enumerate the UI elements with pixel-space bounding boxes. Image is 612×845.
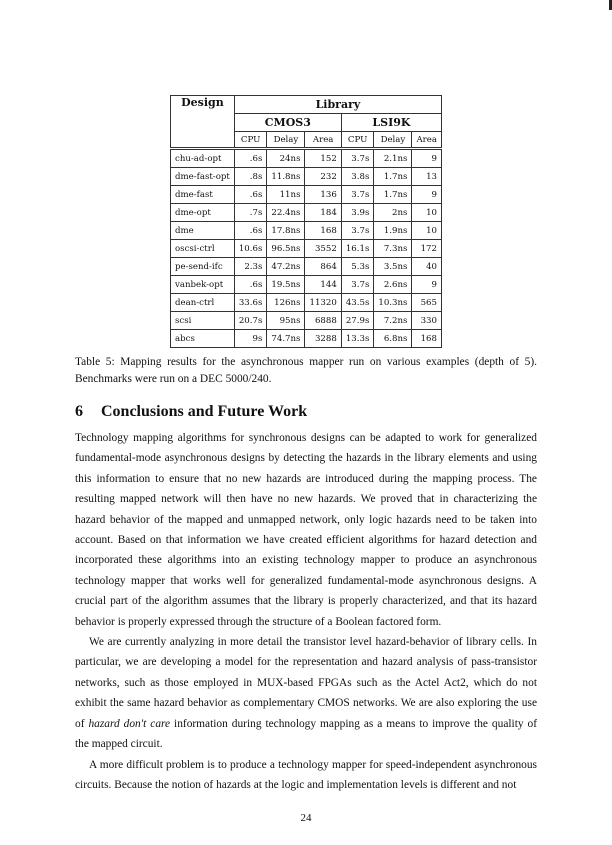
value-cell: 11320 (305, 294, 341, 312)
design-cell: dean-ctrl (171, 294, 235, 312)
table-row (171, 330, 442, 348)
value-cell: 3.7s (341, 186, 374, 204)
column-header: Area (305, 132, 341, 149)
design-cell: dme-fast (171, 186, 235, 204)
value-cell: 864 (305, 258, 341, 276)
column-header: Delay (267, 132, 305, 149)
value-cell: 9 (412, 186, 442, 204)
value-cell: 330 (412, 312, 442, 330)
value-cell: 11ns (267, 186, 305, 204)
table-row (171, 258, 442, 276)
value-cell: .6s (234, 149, 267, 168)
column-header: CPU (341, 132, 374, 149)
value-cell: 3.5ns (374, 258, 412, 276)
paragraph (75, 632, 537, 754)
cmos3-header: CMOS3 (234, 114, 341, 132)
paragraph-text: We are currently analyzing in more detail the transistor level hazard-behavior of library cells. In particular, we are developing a model for the representation and hazard analysis of pass-transistor networks, such as those employed in MUX-based FPGAs such as the Actel Act2, which do not exhibit the same hazard behavior as complementary CMOS networks. We are also exploring the use of (75, 636, 537, 730)
value-cell: 96.5ns (267, 240, 305, 258)
emphasis: hazard don't care (88, 717, 171, 730)
value-cell: 6.8ns (374, 330, 412, 348)
lsi9k-header: LSI9K (341, 114, 441, 132)
column-header: Delay (374, 132, 412, 149)
page-number: 24 (300, 812, 312, 825)
table-row (171, 312, 442, 330)
value-cell: 11.8ns (267, 168, 305, 186)
value-cell: 19.5ns (267, 276, 305, 294)
value-cell: 2.1ns (374, 149, 412, 168)
table-row (171, 149, 442, 168)
value-cell: 6888 (305, 312, 341, 330)
value-cell: 184 (305, 204, 341, 222)
design-cell: pe-send-ifc (171, 258, 235, 276)
value-cell: 2ns (374, 204, 412, 222)
value-cell: 13 (412, 168, 442, 186)
column-header: Area (412, 132, 442, 149)
paragraph-text: information during technology mapping as a means to improve the quality of the mapped circuit. (75, 717, 537, 751)
value-cell: 16.1s (341, 240, 374, 258)
design-cell: chu-ad-opt (171, 149, 235, 168)
table-row (171, 276, 442, 294)
value-cell: 9s (234, 330, 267, 348)
value-cell: 2.3s (234, 258, 267, 276)
value-cell: 7.2ns (374, 312, 412, 330)
value-cell: 565 (412, 294, 442, 312)
paragraph: A more difficult problem is to produce a technology mapper for speed-independent asynchronous circuits. Because the notion of hazards at the logic and implementation levels is different and not (75, 758, 537, 791)
value-cell: 74.7ns (267, 330, 305, 348)
value-cell: 2.6ns (374, 276, 412, 294)
table-row (171, 204, 442, 222)
value-cell: 3.9s (341, 204, 374, 222)
value-cell: 1.9ns (374, 222, 412, 240)
value-cell: 43.5s (341, 294, 374, 312)
value-cell: .7s (234, 204, 267, 222)
section-title: Conclusions and Future Work (101, 403, 308, 420)
value-cell: 10 (412, 204, 442, 222)
value-cell: 24ns (267, 149, 305, 168)
design-cell: vanbek-opt (171, 276, 235, 294)
value-cell: 126ns (267, 294, 305, 312)
design-header: Design (171, 96, 235, 149)
value-cell: 9 (412, 149, 442, 168)
value-cell: 3.7s (341, 149, 374, 168)
table-row (171, 168, 442, 186)
value-cell: 40 (412, 258, 442, 276)
value-cell: 47.2ns (267, 258, 305, 276)
value-cell: 172 (412, 240, 442, 258)
value-cell: 3288 (305, 330, 341, 348)
value-cell: 33.6s (234, 294, 267, 312)
value-cell: .6s (234, 222, 267, 240)
value-cell: 20.7s (234, 312, 267, 330)
value-cell: 152 (305, 149, 341, 168)
value-cell: 95ns (267, 312, 305, 330)
value-cell: 13.3s (341, 330, 374, 348)
value-cell: 17.8ns (267, 222, 305, 240)
value-cell: 7.3ns (374, 240, 412, 258)
value-cell: 10 (412, 222, 442, 240)
value-cell: 10.6s (234, 240, 267, 258)
design-cell: dme (171, 222, 235, 240)
design-cell: dme-opt (171, 204, 235, 222)
value-cell: 27.9s (341, 312, 374, 330)
value-cell: 9 (412, 276, 442, 294)
library-header: Library (234, 96, 441, 114)
table-row (171, 222, 442, 240)
page-content (75, 0, 537, 845)
value-cell: 22.4ns (267, 204, 305, 222)
section-heading (75, 402, 537, 422)
section-number: 6 (75, 403, 83, 420)
value-cell: 232 (305, 168, 341, 186)
value-cell: 1.7ns (374, 186, 412, 204)
value-cell: 5.3s (341, 258, 374, 276)
value-cell: 3.8s (341, 168, 374, 186)
results-table (170, 95, 442, 348)
value-cell: 3552 (305, 240, 341, 258)
value-cell: 168 (305, 222, 341, 240)
value-cell: 10.3ns (374, 294, 412, 312)
table-row (171, 186, 442, 204)
value-cell: 3.7s (341, 276, 374, 294)
value-cell: .8s (234, 168, 267, 186)
value-cell: .6s (234, 276, 267, 294)
value-cell: 168 (412, 330, 442, 348)
paragraph: Technology mapping algorithms for synchronous designs can be adapted to work for generalized fundamental-mode asynchronous designs by detecting the hazards in the library elements and using this information to ensure that no new hazards are introduced during the mapping process. The resulting mapped network will then have no new hazards. We proved that in characterizing the hazard behavior of the mapped and unmapped network, only logic hazards need to be taken into account. Based on that information we have created efficient algorithms for hazard detection and incorporated these algorithms into an existing technology mapper to produce an asynchronous technology mapper that works well for generalized fundamental-mode asynchronous designs. A crucial part of the algorithm assumes that the library is properly characterized, and that its hazard behavior is properly expressed through the structure of a Boolean factored form. (75, 432, 537, 628)
value-cell: 144 (305, 276, 341, 294)
table-caption: Table 5: Mapping results for the asynchronous mapper run on various examples (depth of 5). Benchmarks were run on a DEC 5000/240. (75, 356, 537, 385)
design-cell: scsi (171, 312, 235, 330)
design-cell: oscsi-ctrl (171, 240, 235, 258)
table-row (171, 294, 442, 312)
value-cell: .6s (234, 186, 267, 204)
value-cell: 1.7ns (374, 168, 412, 186)
value-cell: 136 (305, 186, 341, 204)
design-cell: dme-fast-opt (171, 168, 235, 186)
value-cell: 3.7s (341, 222, 374, 240)
design-cell: abcs (171, 330, 235, 348)
table-row (171, 240, 442, 258)
column-header: CPU (234, 132, 267, 149)
